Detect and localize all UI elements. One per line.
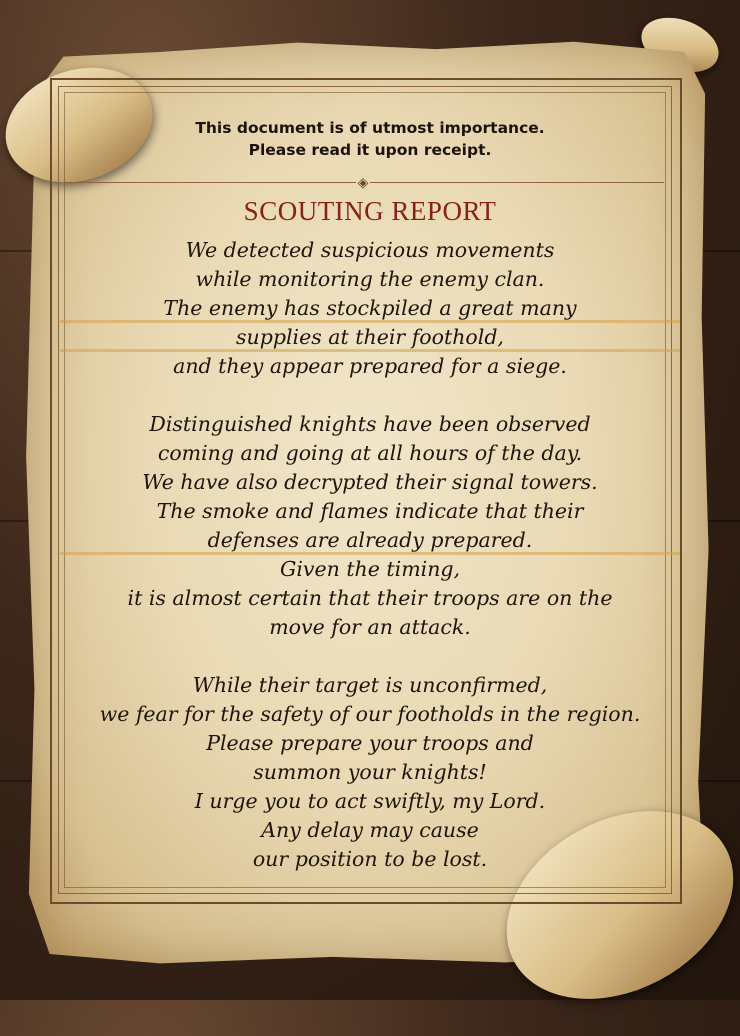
report-line: We detected suspicious movements	[185, 238, 555, 262]
report-line: We have also decrypted their signal towers.	[142, 470, 598, 494]
importance-notice	[0, 117, 740, 161]
report-line-highlighted: defenses are already prepared.	[60, 526, 680, 555]
report-line: coming and going at all hours of the day.	[157, 441, 583, 465]
report-line: it is almost certain that their troops are on the	[127, 586, 613, 610]
report-line: and they appear prepared for a siege.	[173, 354, 567, 378]
report-line: While their target is unconfirmed,	[192, 673, 548, 697]
report-line: Given the timing,	[279, 557, 461, 581]
report-line: summon your knights!	[253, 760, 487, 784]
report-line: Please prepare your troops and	[206, 731, 534, 755]
report-title: SCOUTING REPORT	[243, 196, 497, 226]
knot-ornament-icon: ◈	[357, 175, 369, 191]
report-line-highlighted: supplies at their foothold,	[60, 323, 680, 352]
report-body	[60, 236, 680, 874]
notice-line-2: Please read it upon receipt.	[248, 141, 492, 159]
report-line: Distinguished knights have been observed	[149, 412, 591, 436]
report-line: I urge you to act swiftly, my Lord.	[194, 789, 546, 813]
report-line-highlighted: The enemy has stockpiled a great many	[60, 294, 680, 323]
report-line: The smoke and flames indicate that their	[156, 499, 584, 523]
paragraph-gap	[60, 381, 680, 410]
report-line: move for an attack.	[269, 615, 471, 639]
notice-line-1: This document is of utmost importance.	[195, 119, 545, 137]
paragraph-gap	[60, 642, 680, 671]
report-line: Any delay may cause	[261, 818, 479, 842]
report-line: our position to be lost.	[252, 847, 488, 871]
report-line: we fear for the safety of our footholds in the region.	[99, 702, 641, 726]
header-divider	[64, 176, 664, 190]
report-line: while monitoring the enemy clan.	[195, 267, 545, 291]
